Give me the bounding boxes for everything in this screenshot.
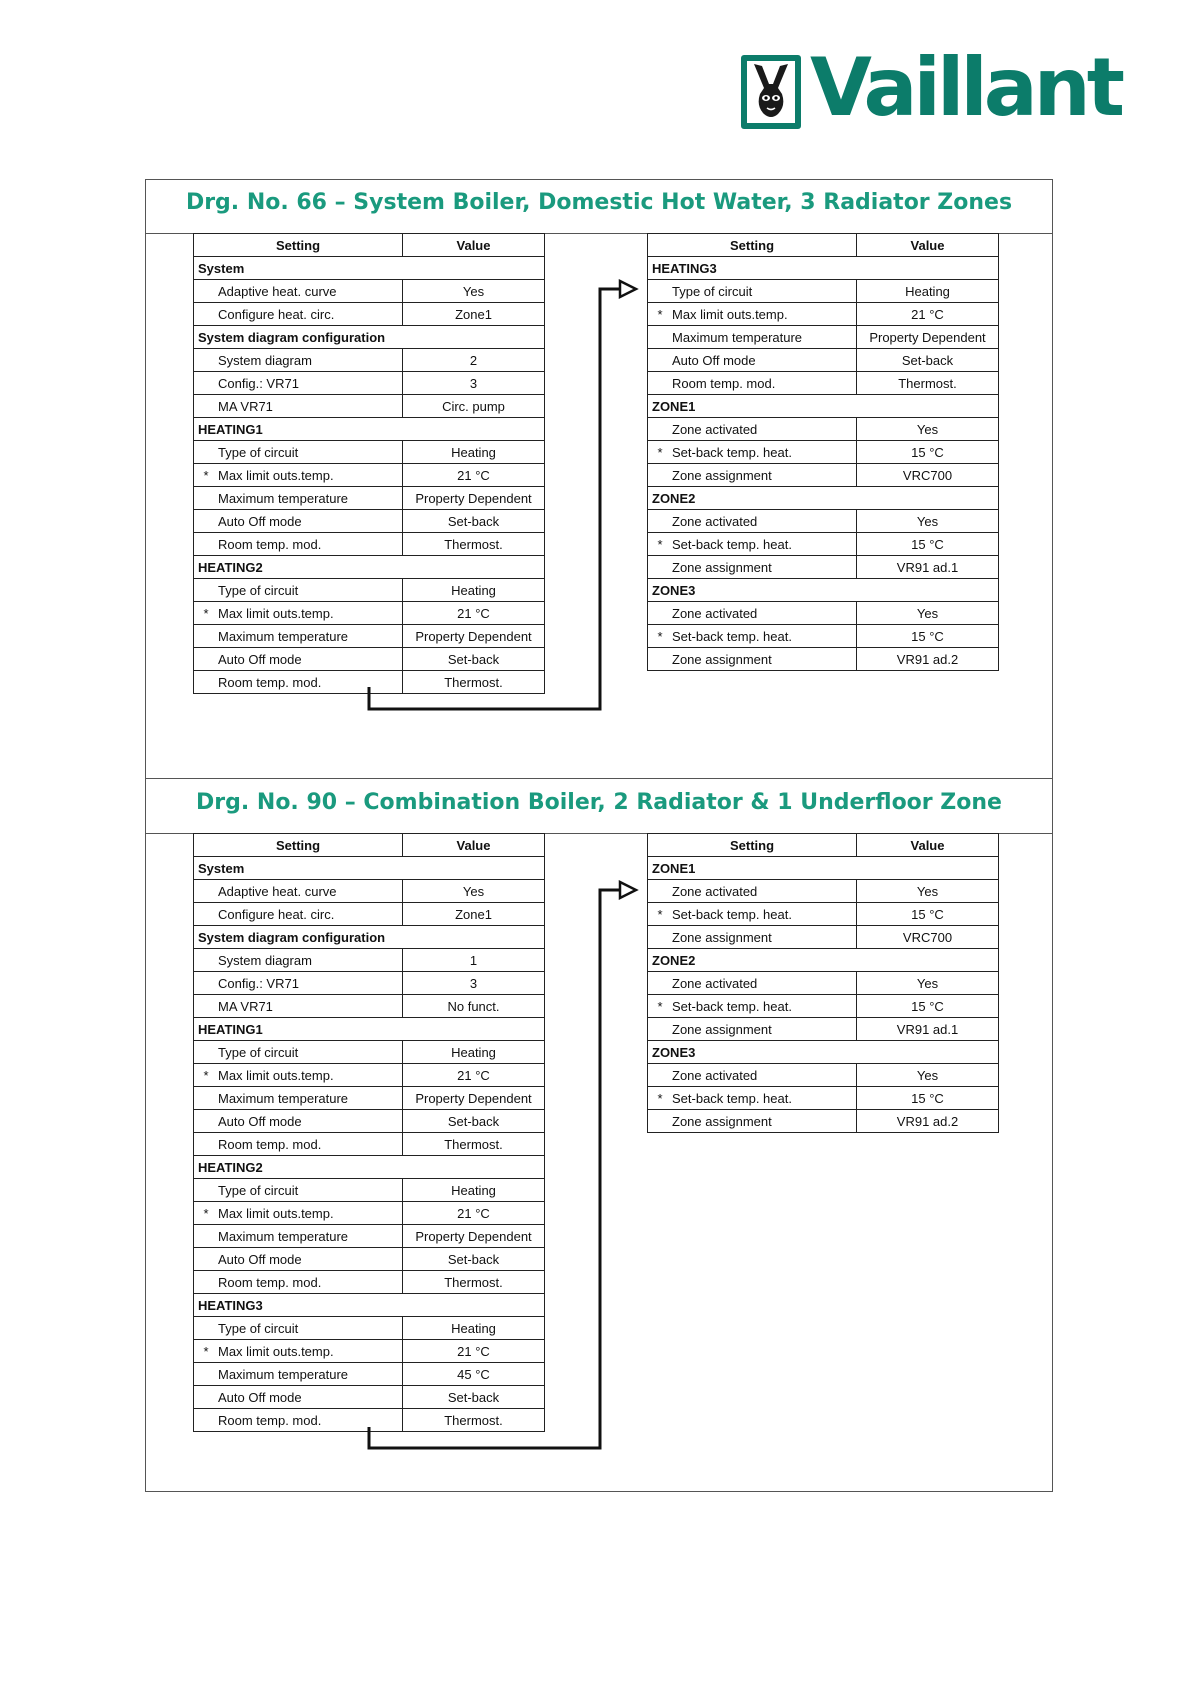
asterisk-marker: * bbox=[657, 628, 663, 644]
value-cell: Thermost. bbox=[857, 372, 999, 395]
value-cell: Set-back bbox=[403, 1110, 545, 1133]
value-cell: 15 °C bbox=[857, 625, 999, 648]
value-cell: Yes bbox=[857, 1064, 999, 1087]
value-cell: Heating bbox=[403, 1041, 545, 1064]
value-cell: Thermost. bbox=[403, 1133, 545, 1156]
setting-label: Adaptive heat. curve bbox=[218, 283, 337, 299]
setting-label: Type of circuit bbox=[672, 283, 753, 299]
setting-label: Set-back temp. heat. bbox=[672, 906, 792, 922]
setting-label: Zone assignment bbox=[672, 467, 772, 483]
value-cell: 21 °C bbox=[403, 1340, 545, 1363]
value-cell: Heating bbox=[403, 1179, 545, 1202]
setting-label: Maximum temperature bbox=[218, 1366, 349, 1382]
value-cell: VR91 ad.2 bbox=[857, 1110, 999, 1133]
value-cell: Circ. pump bbox=[403, 395, 545, 418]
group-label: HEATING2 bbox=[194, 556, 545, 579]
asterisk-marker: * bbox=[657, 536, 663, 552]
arrow-head-icon bbox=[620, 281, 636, 297]
value-cell: 15 °C bbox=[857, 903, 999, 926]
setting-label: Auto Off mode bbox=[218, 1113, 302, 1129]
setting-label: Max limit outs.temp. bbox=[218, 1205, 334, 1221]
setting-label: Zone activated bbox=[672, 605, 758, 621]
value-cell: Yes bbox=[857, 602, 999, 625]
setting-label: Configure heat. circ. bbox=[218, 906, 335, 922]
value-cell: 1 bbox=[403, 949, 545, 972]
value-cell: No funct. bbox=[403, 995, 545, 1018]
group-label: ZONE3 bbox=[648, 579, 999, 602]
drawing-66-title: Drg. No. 66 – System Boiler, Domestic Hot Water, 3 Radiator Zones bbox=[185, 190, 1013, 215]
value-column-header: Value bbox=[403, 234, 545, 257]
value-cell: 15 °C bbox=[857, 441, 999, 464]
value-cell: Property Dependent bbox=[403, 487, 545, 510]
value-cell: Thermost. bbox=[403, 1271, 545, 1294]
setting-label: System diagram bbox=[218, 952, 312, 968]
value-cell: Property Dependent bbox=[403, 625, 545, 648]
setting-label: Auto Off mode bbox=[672, 352, 756, 368]
value-cell: 3 bbox=[403, 372, 545, 395]
group-label: System diagram configuration bbox=[194, 926, 545, 949]
value-cell: Thermost. bbox=[403, 671, 545, 694]
setting-label: Max limit outs.temp. bbox=[218, 467, 334, 483]
value-cell: VR91 ad.1 bbox=[857, 1018, 999, 1041]
value-cell: Zone1 bbox=[403, 903, 545, 926]
setting-label: Room temp. mod. bbox=[218, 1412, 322, 1428]
setting-label: Zone assignment bbox=[672, 1113, 772, 1129]
setting-label: Zone activated bbox=[672, 975, 758, 991]
value-column-header: Value bbox=[403, 834, 545, 857]
setting-label: Maximum temperature bbox=[218, 1228, 349, 1244]
setting-label: Set-back temp. heat. bbox=[672, 536, 792, 552]
drawing-90-continuation-arrow bbox=[369, 890, 634, 1448]
value-cell: VR91 ad.2 bbox=[857, 648, 999, 671]
value-cell: 3 bbox=[403, 972, 545, 995]
value-cell: VRC700 bbox=[857, 464, 999, 487]
value-cell: 21 °C bbox=[403, 602, 545, 625]
value-column-header: Value bbox=[857, 234, 999, 257]
setting-label: Zone assignment bbox=[672, 559, 772, 575]
asterisk-marker: * bbox=[657, 1090, 663, 1106]
asterisk-marker: * bbox=[657, 998, 663, 1014]
setting-label: MA VR71 bbox=[218, 998, 273, 1014]
setting-label: Set-back temp. heat. bbox=[672, 998, 792, 1014]
value-cell: Yes bbox=[857, 510, 999, 533]
value-cell: Set-back bbox=[403, 1386, 545, 1409]
value-cell: 2 bbox=[403, 349, 545, 372]
setting-label: Config.: VR71 bbox=[218, 375, 299, 391]
setting-label: Auto Off mode bbox=[218, 513, 302, 529]
setting-label: Type of circuit bbox=[218, 1182, 299, 1198]
asterisk-marker: * bbox=[203, 1343, 209, 1359]
asterisk-marker: * bbox=[657, 906, 663, 922]
value-cell: VR91 ad.1 bbox=[857, 556, 999, 579]
value-cell: 45 °C bbox=[403, 1363, 545, 1386]
asterisk-marker: * bbox=[657, 306, 663, 322]
setting-label: Type of circuit bbox=[218, 1044, 299, 1060]
value-cell: Yes bbox=[857, 418, 999, 441]
value-cell: Zone1 bbox=[403, 303, 545, 326]
group-label: ZONE3 bbox=[648, 1041, 999, 1064]
setting-label: Room temp. mod. bbox=[218, 1136, 322, 1152]
setting-label: Type of circuit bbox=[218, 582, 299, 598]
value-cell: Property Dependent bbox=[857, 326, 999, 349]
value-cell: Set-back bbox=[403, 648, 545, 671]
drawing-90-title: Drg. No. 90 – Combination Boiler, 2 Radiator & 1 Underfloor Zone bbox=[196, 790, 1002, 815]
setting-label: Room temp. mod. bbox=[218, 536, 322, 552]
brand-name: Vaillant bbox=[810, 41, 1121, 134]
asterisk-marker: * bbox=[203, 1067, 209, 1083]
value-cell: 15 °C bbox=[857, 995, 999, 1018]
setting-label: Room temp. mod. bbox=[218, 1274, 322, 1290]
value-cell: 15 °C bbox=[857, 1087, 999, 1110]
setting-label: Adaptive heat. curve bbox=[218, 883, 337, 899]
setting-label: Zone activated bbox=[672, 421, 758, 437]
asterisk-marker: * bbox=[657, 444, 663, 460]
value-cell: Property Dependent bbox=[403, 1087, 545, 1110]
group-label: ZONE2 bbox=[648, 487, 999, 510]
setting-label: System diagram bbox=[218, 352, 312, 368]
setting-column-header: Setting bbox=[194, 234, 403, 257]
drawing-66-continuation-arrow bbox=[369, 289, 634, 709]
asterisk-marker: * bbox=[203, 1205, 209, 1221]
value-cell: 15 °C bbox=[857, 533, 999, 556]
group-label: System diagram configuration bbox=[194, 326, 545, 349]
value-cell: Heating bbox=[403, 441, 545, 464]
value-cell: 21 °C bbox=[857, 303, 999, 326]
setting-label: Auto Off mode bbox=[218, 1251, 302, 1267]
group-label: HEATING1 bbox=[194, 418, 545, 441]
setting-label: Maximum temperature bbox=[218, 628, 349, 644]
setting-label: MA VR71 bbox=[218, 398, 273, 414]
setting-label: Configure heat. circ. bbox=[218, 306, 335, 322]
setting-label: Config.: VR71 bbox=[218, 975, 299, 991]
value-cell: 21 °C bbox=[403, 464, 545, 487]
setting-label: Room temp. mod. bbox=[218, 674, 322, 690]
value-column-header: Value bbox=[857, 834, 999, 857]
setting-label: Max limit outs.temp. bbox=[218, 1067, 334, 1083]
group-label: System bbox=[194, 857, 545, 880]
setting-label: Max limit outs.temp. bbox=[218, 605, 334, 621]
value-cell: 21 °C bbox=[403, 1202, 545, 1225]
setting-label: Set-back temp. heat. bbox=[672, 628, 792, 644]
setting-label: Type of circuit bbox=[218, 444, 299, 460]
group-label: ZONE1 bbox=[648, 857, 999, 880]
value-cell: Thermost. bbox=[403, 533, 545, 556]
group-label: HEATING1 bbox=[194, 1018, 545, 1041]
setting-label: Room temp. mod. bbox=[672, 375, 776, 391]
setting-label: Zone activated bbox=[672, 513, 758, 529]
setting-label: Zone activated bbox=[672, 883, 758, 899]
value-cell: Set-back bbox=[403, 510, 545, 533]
setting-label: Auto Off mode bbox=[218, 1389, 302, 1405]
value-cell: Yes bbox=[403, 280, 545, 303]
group-label: HEATING3 bbox=[194, 1294, 545, 1317]
setting-label: Max limit outs.temp. bbox=[672, 306, 788, 322]
group-label: ZONE1 bbox=[648, 395, 999, 418]
setting-label: Maximum temperature bbox=[218, 490, 349, 506]
value-cell: Set-back bbox=[857, 349, 999, 372]
group-label: System bbox=[194, 257, 545, 280]
group-label: HEATING2 bbox=[194, 1156, 545, 1179]
value-cell: Yes bbox=[403, 880, 545, 903]
value-cell: Set-back bbox=[403, 1248, 545, 1271]
arrow-head-icon bbox=[620, 882, 636, 898]
setting-label: Zone assignment bbox=[672, 929, 772, 945]
asterisk-marker: * bbox=[203, 467, 209, 483]
asterisk-marker: * bbox=[203, 605, 209, 621]
setting-label: Max limit outs.temp. bbox=[218, 1343, 334, 1359]
setting-label: Maximum temperature bbox=[672, 329, 803, 345]
value-cell: Heating bbox=[403, 1317, 545, 1340]
setting-label: Maximum temperature bbox=[218, 1090, 349, 1106]
setting-label: Set-back temp. heat. bbox=[672, 1090, 792, 1106]
setting-label: Zone assignment bbox=[672, 1021, 772, 1037]
setting-label: Type of circuit bbox=[218, 1320, 299, 1336]
value-cell: Yes bbox=[857, 972, 999, 995]
group-label: HEATING3 bbox=[648, 257, 999, 280]
value-cell: VRC700 bbox=[857, 926, 999, 949]
setting-label: Zone activated bbox=[672, 1067, 758, 1083]
value-cell: Property Dependent bbox=[403, 1225, 545, 1248]
value-cell: Thermost. bbox=[403, 1409, 545, 1432]
value-cell: Heating bbox=[857, 280, 999, 303]
setting-label: Zone assignment bbox=[672, 651, 772, 667]
value-cell: Heating bbox=[403, 579, 545, 602]
setting-label: Set-back temp. heat. bbox=[672, 444, 792, 460]
setting-column-header: Setting bbox=[648, 834, 857, 857]
value-cell: 21 °C bbox=[403, 1064, 545, 1087]
group-label: ZONE2 bbox=[648, 949, 999, 972]
setting-column-header: Setting bbox=[194, 834, 403, 857]
setting-label: Auto Off mode bbox=[218, 651, 302, 667]
value-cell: Yes bbox=[857, 880, 999, 903]
setting-column-header: Setting bbox=[648, 234, 857, 257]
